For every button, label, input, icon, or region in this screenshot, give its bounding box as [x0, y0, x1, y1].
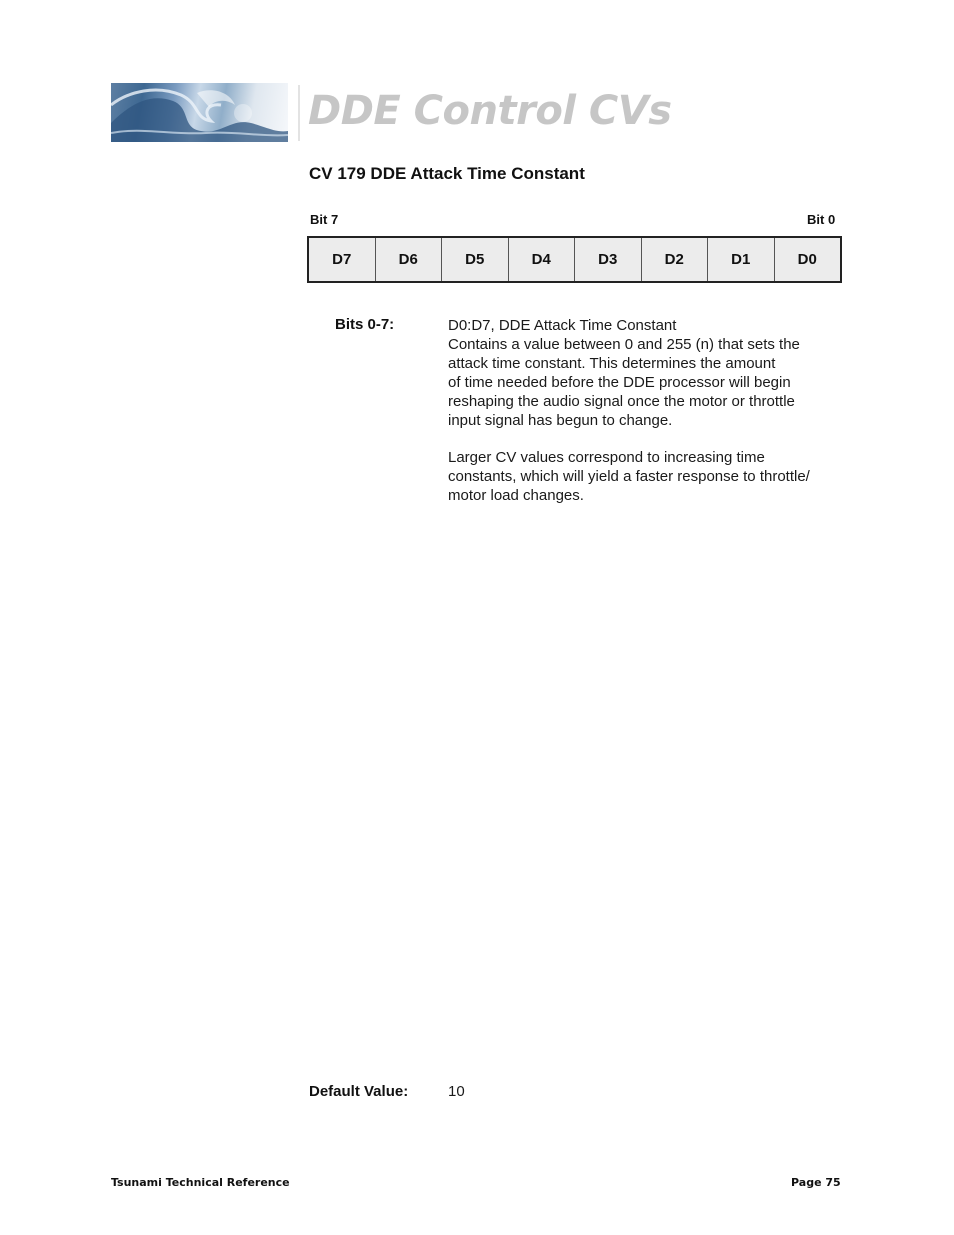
- footer-page-number: Page 75: [791, 1176, 841, 1189]
- bit-cell-d1: D1: [708, 238, 775, 281]
- bit-low-label: Bit 0: [807, 212, 836, 227]
- description-line: reshaping the audio signal once the motor or throttle: [448, 393, 795, 410]
- bit-cell-d5: D5: [442, 238, 509, 281]
- cv-heading: CV 179 DDE Attack Time Constant: [309, 164, 585, 183]
- bits-field-label: Bits 0-7:: [335, 316, 395, 333]
- page-title: DDE Control CVs: [308, 88, 672, 134]
- bit-cell-d2: D2: [642, 238, 709, 281]
- note-line: constants, which will yield a faster response to throttle/: [448, 468, 810, 485]
- title-divider: [298, 85, 300, 141]
- bits-description: [448, 316, 838, 430]
- description-line: D0:D7, DDE Attack Time Constant: [448, 317, 677, 334]
- note-line: Larger CV values correspond to increasing time: [448, 449, 765, 466]
- description-line: of time needed before the DDE processor will begin: [448, 374, 791, 391]
- default-value: 10: [448, 1083, 465, 1100]
- bit-cell-d7: D7: [309, 238, 376, 281]
- bit-table: [307, 236, 842, 283]
- bit-cell-d4: D4: [509, 238, 576, 281]
- footer-doc-title: Tsunami Technical Reference: [111, 1176, 290, 1189]
- description-line: Contains a value between 0 and 255 (n) that sets the: [448, 336, 800, 353]
- bits-note: [448, 448, 838, 505]
- description-line: input signal has begun to change.: [448, 412, 673, 429]
- bit-cell-d0: D0: [797, 251, 817, 268]
- bit-high-label: Bit 7: [310, 212, 339, 227]
- description-line: attack time constant. This determines the amount: [448, 355, 776, 372]
- bit-cell-d6: D6: [376, 238, 443, 281]
- ocean-wave-icon: [111, 83, 288, 142]
- note-line: motor load changes.: [448, 487, 584, 504]
- bit-cell-d3: D3: [575, 238, 642, 281]
- default-value-label: Default Value:: [309, 1083, 409, 1100]
